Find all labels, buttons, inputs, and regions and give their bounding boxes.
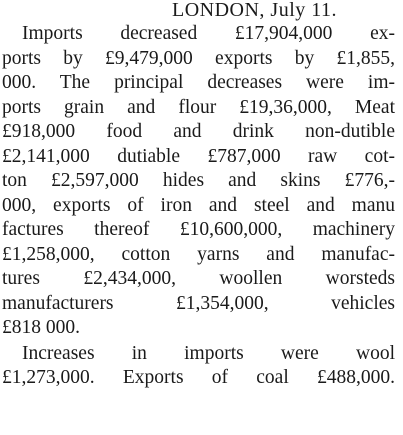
dateline: LONDON, July 11. [172, 0, 338, 21]
text-line: tures £2,434,000, woollen worsteds [2, 268, 395, 289]
text-line: 000, exports of iron and steel and manu [2, 194, 395, 216]
text-line: ports by £9,479,000 exports by £1,855, [2, 47, 395, 69]
text-line: ports grain and flour £19,36,000, Meat [2, 96, 395, 118]
text-line: £1,273,000. Exports of coal £488,000. [2, 367, 395, 388]
text-line: £918,000 food and drink non-dutible [2, 121, 395, 142]
text-line: manufacturers £1,354,000, vehicles [2, 292, 395, 314]
paragraph-increases [2, 342, 395, 391]
text-line: factures thereof £10,600,000, machinery [2, 219, 395, 240]
text-line: 000. The principal decreases were im- [2, 72, 395, 93]
text-line: £2,141,000 dutiable £787,000 raw cot- [2, 145, 395, 167]
text-line: £1,258,000, cotton yarns and manufac- [2, 243, 395, 265]
text-line: ton £2,597,000 hides and skins £776,- [2, 170, 395, 191]
text-line: £818 000. [2, 317, 80, 338]
text-line: Imports decreased £17,904,000 ex- [22, 23, 395, 44]
paragraph-imports-decreases [2, 22, 395, 341]
text-line: Increases in imports were wool [22, 342, 395, 364]
